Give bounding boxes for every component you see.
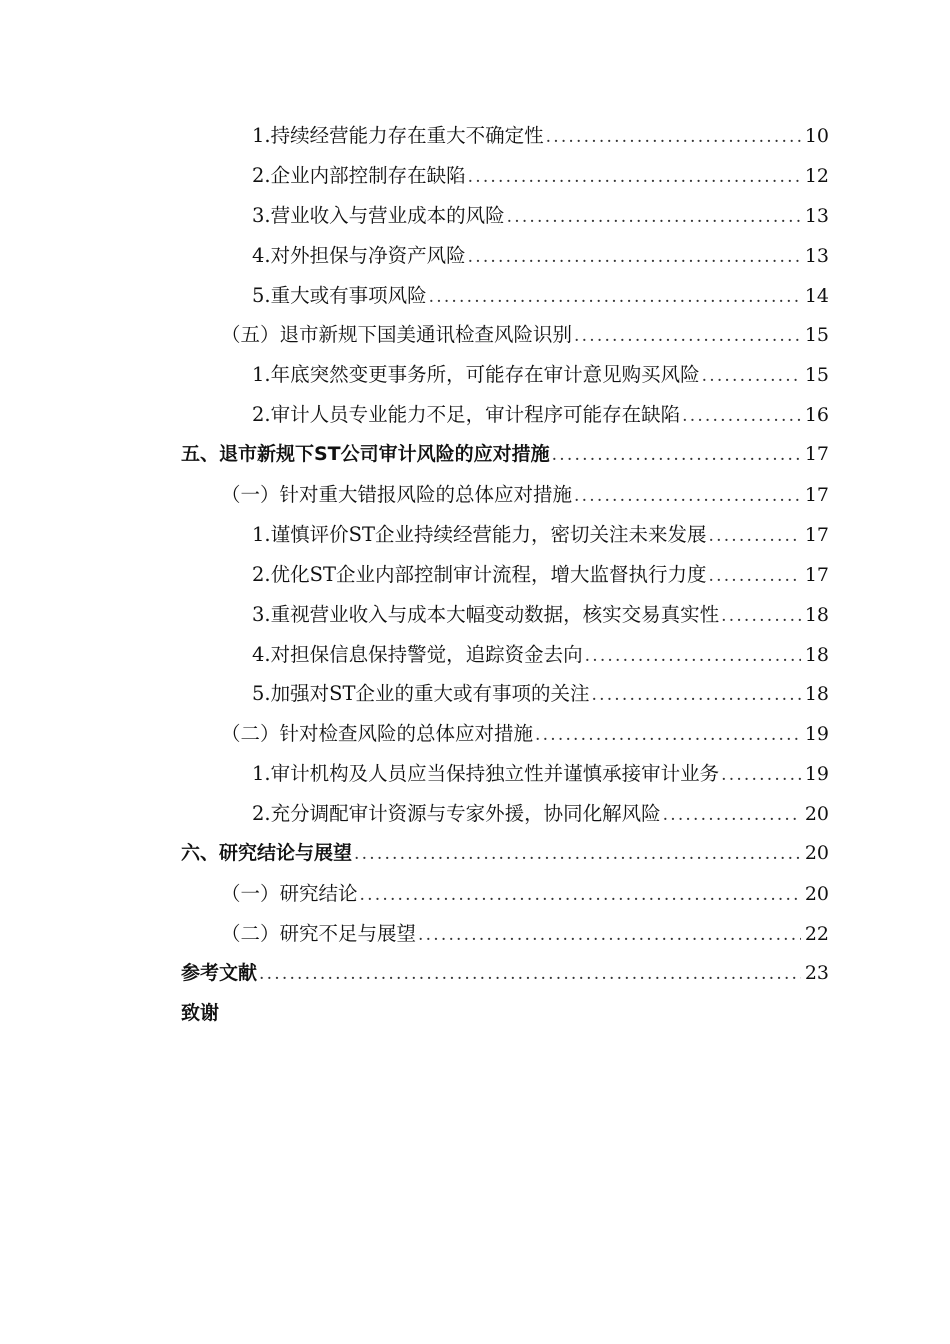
- toc-entry[interactable]: [181, 395, 829, 435]
- toc-dot-leader: [719, 756, 801, 796]
- toc-entry-label: （一）研究结论: [221, 881, 358, 905]
- toc-entry-label: 3.重视营业收入与成本大幅变动数据，核实交易真实性: [252, 602, 720, 626]
- toc-page-number: 20: [804, 803, 829, 826]
- toc-dot-leader: [706, 557, 800, 597]
- toc-entry-label: 2.企业内部控制存在缺陷: [252, 163, 466, 187]
- toc-entry[interactable]: [181, 914, 829, 954]
- toc-entry[interactable]: [181, 196, 829, 236]
- toc-dot-leader: [680, 397, 801, 437]
- toc-page-number: 12: [804, 164, 829, 187]
- toc-entry-label: 5.重大或有事项风险: [252, 283, 427, 307]
- toc-entry[interactable]: [181, 236, 829, 276]
- toc-page-number: 15: [804, 324, 829, 347]
- toc-page-number: 18: [804, 603, 829, 626]
- toc-entry-label: 致谢: [181, 1001, 220, 1024]
- toc-entry-label: 六、研究结论与展望: [181, 842, 353, 865]
- toc-page-number: 17: [804, 484, 829, 507]
- toc-entry[interactable]: [181, 994, 829, 1034]
- toc-dot-leader: [352, 835, 801, 875]
- toc-entry-label: 1.谨慎评价ST企业持续经营能力，密切关注未来发展: [252, 522, 707, 546]
- toc-dot-leader: [466, 158, 801, 198]
- toc-dot-leader: [427, 278, 801, 318]
- toc-dot-leader: [358, 876, 801, 916]
- toc-page-number: 17: [804, 523, 829, 546]
- toc-entry-label: 5.加强对ST企业的重大或有事项的关注: [252, 682, 590, 706]
- toc-dot-leader: [466, 238, 801, 278]
- toc-page-number: 19: [804, 723, 829, 746]
- toc-entry[interactable]: [181, 834, 829, 874]
- toc-page-number: 20: [804, 882, 829, 905]
- toc-dot-leader: [706, 517, 800, 557]
- toc-entry[interactable]: [181, 435, 829, 475]
- toc-entry[interactable]: [181, 355, 829, 395]
- toc-page-number: 17: [804, 443, 829, 466]
- toc-entry-label: （一）针对重大错报风险的总体应对措施: [221, 483, 573, 507]
- toc-entry-label: 五、退市新规下ST公司审计风险的应对措施: [181, 443, 550, 466]
- toc-page-number: 22: [804, 922, 829, 945]
- toc-dot-leader: [416, 916, 801, 956]
- toc-entry-label: 4.对担保信息保持警觉，追踪资金去向: [252, 642, 583, 666]
- toc-dot-leader: [257, 955, 801, 995]
- toc-dot-leader: [572, 317, 801, 357]
- toc-entry[interactable]: [181, 276, 829, 316]
- toc-entry-label: 2.审计人员专业能力不足，审计程序可能存在缺陷: [252, 403, 681, 427]
- toc-page-number: 18: [804, 683, 829, 706]
- toc-dot-leader: [589, 676, 800, 716]
- toc-page-number: 23: [804, 961, 829, 984]
- toc-entry[interactable]: [181, 555, 829, 595]
- toc-page-number: 17: [804, 563, 829, 586]
- toc-dot-leader: [572, 477, 801, 517]
- table-of-contents: [181, 116, 829, 1033]
- toc-entry[interactable]: [181, 635, 829, 675]
- toc-page-number: 19: [804, 763, 829, 786]
- toc-entry[interactable]: [181, 754, 829, 794]
- toc-entry[interactable]: [181, 315, 829, 355]
- toc-entry[interactable]: [181, 794, 829, 834]
- toc-page-number: 13: [804, 244, 829, 267]
- toc-dot-leader: [505, 198, 801, 238]
- toc-page-number: 18: [804, 643, 829, 666]
- toc-entry-label: （二）针对检查风险的总体应对措施: [221, 722, 534, 746]
- toc-entry[interactable]: [181, 595, 829, 635]
- toc-entry[interactable]: [181, 515, 829, 555]
- toc-entry-label: 1.审计机构及人员应当保持独立性并谨慎承接审计业务: [252, 762, 720, 786]
- toc-dot-leader: [550, 436, 801, 476]
- toc-entry[interactable]: [181, 116, 829, 156]
- toc-page-number: 20: [804, 842, 829, 865]
- toc-entry[interactable]: [181, 954, 829, 994]
- toc-entry[interactable]: [181, 674, 829, 714]
- toc-entry-label: 3.营业收入与营业成本的风险: [252, 203, 505, 227]
- toc-entry-label: 1.持续经营能力存在重大不确定性: [252, 124, 544, 147]
- toc-page-number: 15: [804, 364, 829, 387]
- toc-entry[interactable]: [181, 714, 829, 754]
- toc-entry[interactable]: [181, 874, 829, 914]
- toc-entry-label: 1.年底突然变更事务所，可能存在审计意见购买风险: [252, 363, 700, 387]
- toc-page-number: 13: [804, 204, 829, 227]
- toc-entry-label: （二）研究不足与展望: [221, 921, 417, 945]
- toc-page-number: 14: [804, 284, 829, 307]
- toc-dot-leader: [544, 118, 801, 158]
- toc-entry-label: （五）退市新规下国美通讯检查风险识别: [221, 323, 573, 347]
- toc-dot-leader: [533, 716, 801, 756]
- toc-entry-label: 参考文献: [181, 961, 258, 984]
- toc-entry-label: 2.优化ST企业内部控制审计流程，增大监督执行力度: [252, 562, 707, 586]
- toc-page-number: 10: [804, 125, 829, 147]
- toc-page-number: 16: [804, 404, 829, 427]
- toc-dot-leader: [700, 357, 801, 397]
- toc-dot-leader: [583, 637, 801, 677]
- toc-entry-label: 2.充分调配审计资源与专家外援，协同化解风险: [252, 802, 661, 826]
- toc-dot-leader: [661, 796, 801, 836]
- toc-entry[interactable]: [181, 475, 829, 515]
- toc-dot-leader: [719, 597, 801, 637]
- toc-entry[interactable]: [181, 156, 829, 196]
- toc-entry-label: 4.对外担保与净资产风险: [252, 243, 466, 267]
